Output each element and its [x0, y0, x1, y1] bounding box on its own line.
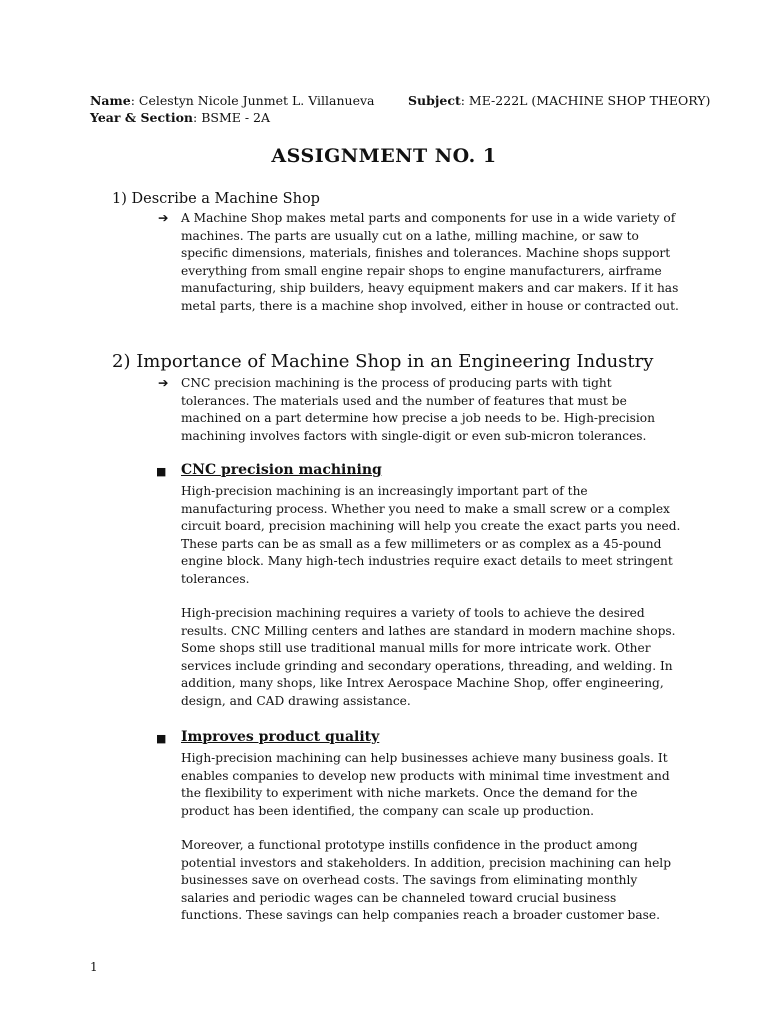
question-1-answer: A Machine Shop makes metal parts and components for use in a wide variety of machines. The parts are usually cut on a lathe, milling machine, or saw to specific dimensions, materials, finishes and tolerances. Machine shops support everything from small engine repair shops to engine manufacturers, airframe manufacturing, ship builders, heavy equipment makers and car makers. If it has metal parts, there is a machine shop involved, either in house or contracted out. [181, 211, 679, 313]
arrow-icon: ➔ [158, 210, 169, 225]
page-number: 1 [90, 960, 98, 974]
question-2-answer: CNC precision machining is the process of producing parts with tight tolerances. The materials used and the number of features that must be machined on a part determine how precise a job needs to be. High-precision machining involves factors with single-digit or even sub-micron tolerances. [181, 376, 655, 443]
section-cnc-paragraph-2: High-precision machining requires a variety of tools to achieve the desired results. CNC Milling centers and lathes are standard in modern machine shops. Some shops still use traditional manual mills for more intricate work. Other services include grinding and secondary operations, threading, and welding. In addition, many shops, like Intrex Aerospace Machine Shop, offer engineering, design, and CAD drawing assistance. [181, 606, 676, 708]
question-2-heading: 2) Importance of Machine Shop in an Engineering Industry [112, 351, 654, 372]
name-value: : Celestyn Nicole Junmet L. Villanueva [130, 93, 375, 108]
section-value: : BSME - 2A [193, 110, 271, 125]
section-cnc-paragraph-1: High-precision machining is an increasingly important part of the manufacturing process. Whether you need to make a small screw or a complex circuit board, precision machining will help you create the exact parts you need. These parts can be as small as a few millimeters or as complex as a 45-pound engine block. Many high-tech industries require exact details to meet stringent tolerances. [181, 484, 681, 586]
subject-label: Subject [408, 93, 461, 108]
square-bullet-icon: ■ [156, 732, 167, 745]
section-label: Year & Section [90, 110, 194, 125]
square-bullet-icon: ■ [156, 465, 167, 478]
section-heading-cnc: CNC precision machining [181, 462, 382, 478]
name-label: Name [90, 93, 131, 108]
section-quality-paragraph-2: Moreover, a functional prototype instills confidence in the product among potential investors and stakeholders. In addition, precision machining can help businesses save on overhead costs. The savings from eliminating monthly salaries and periodic wages can be channeled toward crucial business functions. These savings can help companies reach a broader customer base. [181, 838, 672, 922]
section-heading-quality: Improves product quality [181, 729, 380, 745]
subject-value: : ME-222L (MACHINE SHOP THEORY) [460, 93, 711, 108]
assignment-title: ASSIGNMENT NO. 1 [271, 145, 497, 167]
section-quality-paragraph-1: High-precision machining can help businesses achieve many business goals. It enables companies to develop new products with minimal time investment and the flexibility to experiment with niche markets. Once the demand for the product has been identified, the company can scale up production. [181, 751, 670, 818]
student-name [90, 92, 375, 110]
year-section [90, 109, 270, 127]
subject [408, 92, 710, 110]
arrow-icon: ➔ [158, 375, 169, 390]
question-1-heading: 1) Describe a Machine Shop [112, 191, 320, 207]
